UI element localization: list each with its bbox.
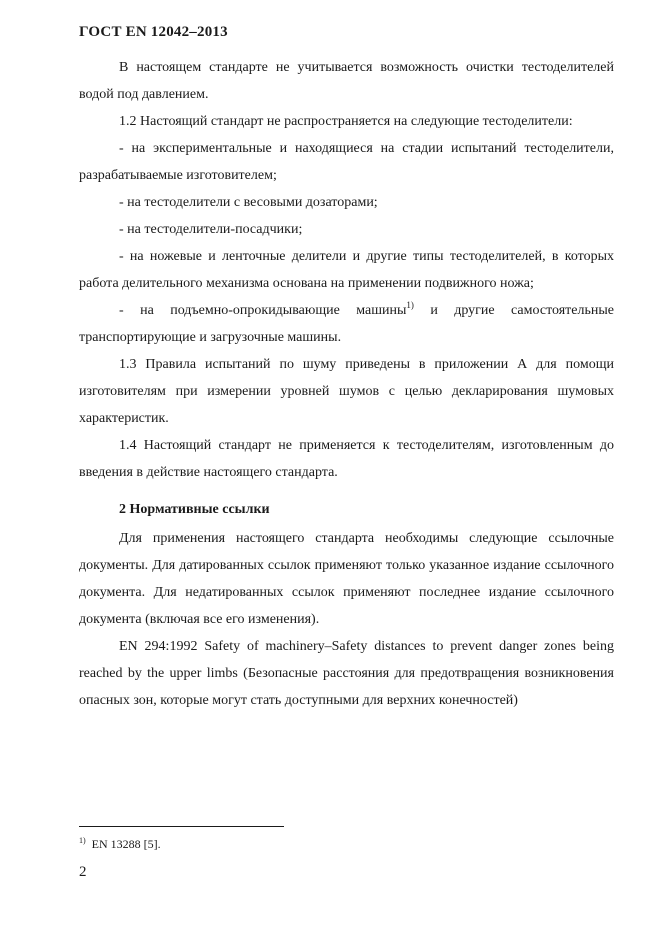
document-body <box>79 54 614 714</box>
list-item: - на экспериментальные и находящиеся на стадии испытаний тестоделители, разрабатываемые изготовителем; <box>79 141 614 183</box>
paragraph-reference-en294: EN 294:1992 Safety of machinery–Safety distances to prevent danger zones being reached by the upper limbs (Безопасные расстояния для предотвращения возникновения опасных зон, которые могут стать доступными для верхних конечностей) <box>79 639 614 708</box>
list-item: - на тестоделители с весовыми дозаторами; <box>119 195 378 210</box>
paragraph-1-2: 1.2 Настоящий стандарт не распространяется на следующие тестоделители: <box>119 114 573 129</box>
footnote <box>79 837 161 852</box>
list-item: - на тестоделители-посадчики; <box>119 222 303 237</box>
footnote-separator <box>79 826 284 827</box>
page-header-title: ГОСТ EN 12042–2013 <box>79 24 228 40</box>
paragraph-1-4: 1.4 Настоящий стандарт не применяется к тестоделителям, изготовленным до введения в действие настоящего стандарта. <box>79 438 614 480</box>
footnote-reference: 1) <box>406 300 414 310</box>
page-number: 2 <box>79 864 87 880</box>
list-item-text-continued: и другие самостоятельные транспортирующие и загрузочные машины. <box>79 303 614 345</box>
list-item: - на ножевые и ленточные делители и другие типы тестоделителей, в которых работа делительного механизма основана на применении подвижного ножа; <box>79 249 614 291</box>
footnote-marker: 1) <box>79 836 86 845</box>
footnote-text: EN 13288 [5]. <box>91 837 161 851</box>
list-item-text: - на подъемно-опрокидывающие машины <box>119 303 407 318</box>
list-item-with-footnote <box>79 297 614 351</box>
paragraph-references-intro: Для применения настоящего стандарта необходимы следующие ссылочные документы. Для датированных ссылок применяют только указанное издание ссылочного документа. Для недатированных ссылок применяют последнее издание ссылочного документа (включая все его изменения). <box>79 531 614 627</box>
paragraph-intro: В настоящем стандарте не учитывается возможность очистки тестоделителей водой под давлением. <box>79 60 614 102</box>
paragraph-1-3: 1.3 Правила испытаний по шуму приведены в приложении А для помощи изготовителям при измерении уровней шумов с целью декларирования шумовых характеристик. <box>79 357 614 426</box>
section-heading: 2 Нормативные ссылки <box>119 502 270 517</box>
